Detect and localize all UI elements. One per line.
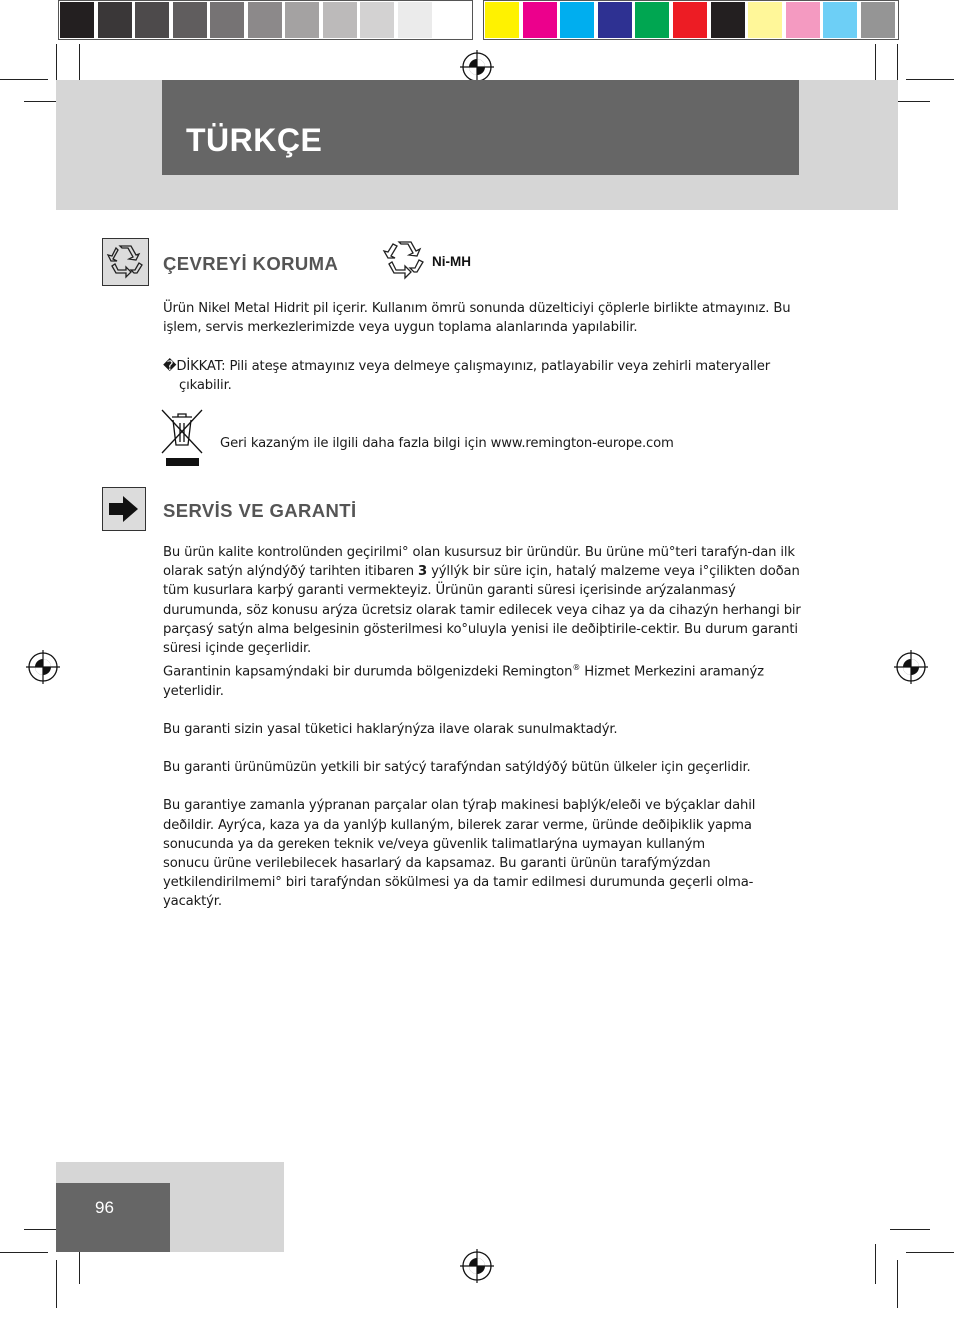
warning-text: DİKKAT: Pili ateşe atmayınız veya delmeye çalışmayınız, patlayabilir veya zehirli materyaller çıkabilir. (176, 359, 771, 394)
color-swatch (485, 2, 519, 38)
environment-text: Ürün Nikel Metal Hidrit pil içerir. Kullanım ömrü sonunda düzelticiyi çöplerle birlikte atmayınız. Bu işlem, servis merkezlerimizde veya uygun toplama alanlarında yapılabilir. (163, 301, 791, 336)
warranty-paragraph: Bu garantiye zamanla yýpranan parçalar olan týraþ makinesi baþlýk/eleði ve býçaklar dahil deðildir. Ayrýca, kaza ya da yanlýþ kullaným, bilerek zarar verme, üründe deðiþiklik yapma sonucunda ya da gereken teknik ve/veya güvenlik talimatlarýna uymayan kullaným (163, 798, 756, 852)
crop-mark (890, 1229, 930, 1230)
crop-mark (875, 44, 876, 84)
registration-mark-icon (460, 50, 494, 84)
environment-paragraph (163, 299, 803, 337)
warranty-years: 3 (418, 564, 428, 580)
crossed-bin-icon (160, 409, 204, 469)
color-swatch (323, 2, 357, 38)
registration-mark-icon (894, 650, 928, 684)
color-swatch (786, 2, 820, 38)
color-swatch (173, 2, 207, 38)
warranty-paragraph (163, 543, 803, 658)
crop-mark (0, 79, 48, 80)
color-swatch (135, 2, 169, 38)
crop-mark (0, 1252, 48, 1253)
section-title-environment: ÇEVREYİ KORUMA (163, 253, 339, 274)
nimh-recycle-icon (381, 238, 431, 286)
crop-mark (79, 44, 80, 84)
color-swatch (748, 2, 782, 38)
page-title: TÜRKÇE (186, 122, 323, 158)
page-number: 96 (95, 1198, 114, 1217)
recycle-icon (102, 238, 149, 286)
color-swatch (635, 2, 669, 38)
color-swatch (210, 2, 244, 38)
color-swatch (435, 2, 469, 38)
color-swatch (560, 2, 594, 38)
color-swatch (523, 2, 557, 38)
color-swatch (60, 2, 94, 38)
warranty-text: Bu ürün kalite kontrolünden geçirilmi° olan kusursuz bir üründür. Bu ürüne mü°teri tarafýn-dan ilk olarak satýn alýndýðý tarihten itibaren (163, 545, 795, 580)
registered-mark: ® (572, 663, 581, 673)
warning-icon: � (163, 359, 177, 374)
color-swatch (673, 2, 707, 38)
crop-mark (56, 1260, 57, 1308)
color-swatch (285, 2, 319, 38)
color-swatch (598, 2, 632, 38)
color-swatch (98, 2, 132, 38)
warranty-text: Garantinin kapsamýndaki bir durumda bölgenizdeki Remington (163, 664, 573, 680)
warranty-text-block (163, 543, 803, 912)
warranty-paragraph: sonucu ürüne verilebilecek hasarlarý da kapsamaz. Bu garanti ürünün tarafýmýzdan yetkilendirilmemi° biri tarafýndan sökülmesi ya da tamir edilmesi durumunda geçerli olma-yacaktýr. (163, 856, 754, 910)
color-swatch (823, 2, 857, 38)
warranty-paragraph: Bu garanti sizin yasal tüketici haklarýnýza ilave olarak sunulmaktadýr. (163, 722, 618, 738)
registration-mark-icon (26, 650, 60, 684)
crop-mark (875, 1244, 876, 1284)
color-swatch (248, 2, 282, 38)
warranty-paragraph (163, 658, 803, 701)
warranty-text: yýllýk bir süre için, hatalý malzeme veya i°çilikten doðan tüm kusurlara karþý garanti vermekteyiz. Ürünün garanti süresi içerisinde arýzalanmasý durumunda, söz konusu arýza ücretsiz olarak tamir edilecek veya cihaz ya da cihazýn herhangi bir parçasý satýn alma belgesinin gösterilmesi ko°uluyla yenisi ile deðiþtirile-cektir. Bu durum garanti süresi içinde geçerlidir. (163, 564, 801, 657)
color-swatch (360, 2, 394, 38)
registration-mark-icon (460, 1249, 494, 1283)
recycling-info-text: Geri kazaným ile ilgili daha fazla bilgi için www.remington-europe.com (220, 436, 674, 451)
battery-type-label: Ni-MH (432, 254, 471, 269)
crop-mark (906, 79, 954, 80)
warranty-paragraph: Bu garanti ürünümüzün yetkili bir satýcý tarafýndan satýldýðý bütün ülkeler için geçerlidir. (163, 760, 751, 776)
warranty-text: Hizmet Merkezini aramanýz yeterlidir. (163, 664, 764, 699)
crop-mark (897, 1260, 898, 1308)
crop-mark (906, 1252, 954, 1253)
color-swatch (398, 2, 432, 38)
warning-block (163, 357, 803, 395)
color-swatch (711, 2, 745, 38)
section-title-service: SERVİS VE GARANTİ (163, 500, 357, 521)
color-swatch (861, 2, 895, 38)
arrow-right-icon (102, 487, 146, 531)
